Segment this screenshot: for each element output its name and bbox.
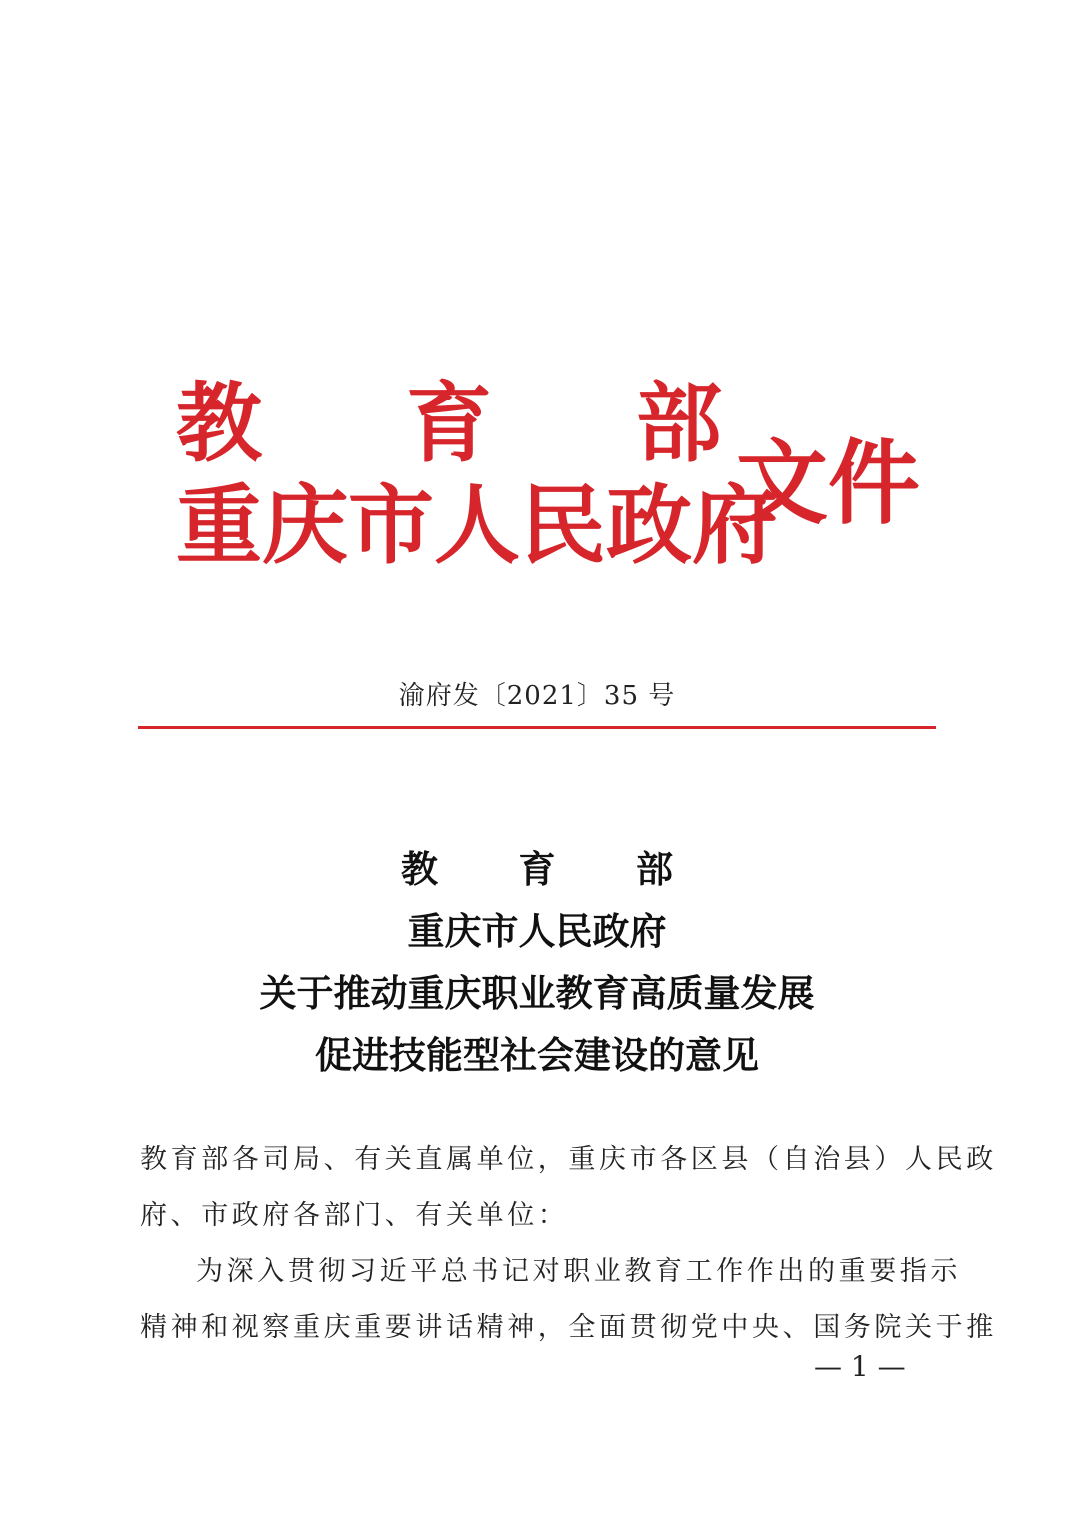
addressee-line: 府、市政府各部门、有关单位：: [140, 1200, 569, 1231]
masthead-char: 重: [176, 475, 262, 576]
masthead-issuer-government: [176, 475, 778, 576]
addressee-line: 教育部各司局、有关直属单位，重庆市各区县（自治县）人民政: [140, 1144, 997, 1175]
masthead-char: 政: [606, 475, 692, 576]
document-title: [0, 838, 1074, 1086]
red-masthead: [176, 368, 921, 588]
masthead-char: 庆: [262, 475, 348, 576]
document-number: 渝府发〔2021〕35 号: [398, 681, 676, 711]
masthead-char: 市: [348, 475, 434, 576]
title-char: 部: [636, 847, 673, 891]
masthead-char: 人: [434, 475, 520, 576]
paragraph-line: 精神和视察重庆重要讲话精神，全面贯彻党中央、国务院关于推: [140, 1312, 997, 1343]
red-separator-line: [138, 726, 936, 729]
masthead-document-word: 文件: [736, 429, 921, 537]
masthead-char: 府: [692, 475, 778, 576]
title-char: 教: [401, 847, 438, 891]
paragraph-line: 为深入贯彻习近平总书记对职业教育工作作出的重要指示: [196, 1256, 961, 1287]
title-issuer-government: 重庆市人民政府: [407, 909, 667, 953]
title-subject-line1: 关于推动重庆职业教育高质量发展: [259, 971, 815, 1015]
title-subject-line2: 促进技能型社会建设的意见: [315, 1033, 759, 1077]
document-body: [140, 1132, 997, 1356]
masthead-char: 育: [406, 373, 492, 474]
masthead-char: 教: [176, 373, 262, 474]
masthead-char: 民: [520, 475, 606, 576]
masthead-char: 部: [636, 373, 722, 474]
title-char: 育: [518, 847, 556, 891]
masthead-issuer-ministry: [176, 374, 722, 474]
title-issuer-ministry: [401, 838, 673, 900]
page-number: — 1 —: [814, 1350, 906, 1383]
